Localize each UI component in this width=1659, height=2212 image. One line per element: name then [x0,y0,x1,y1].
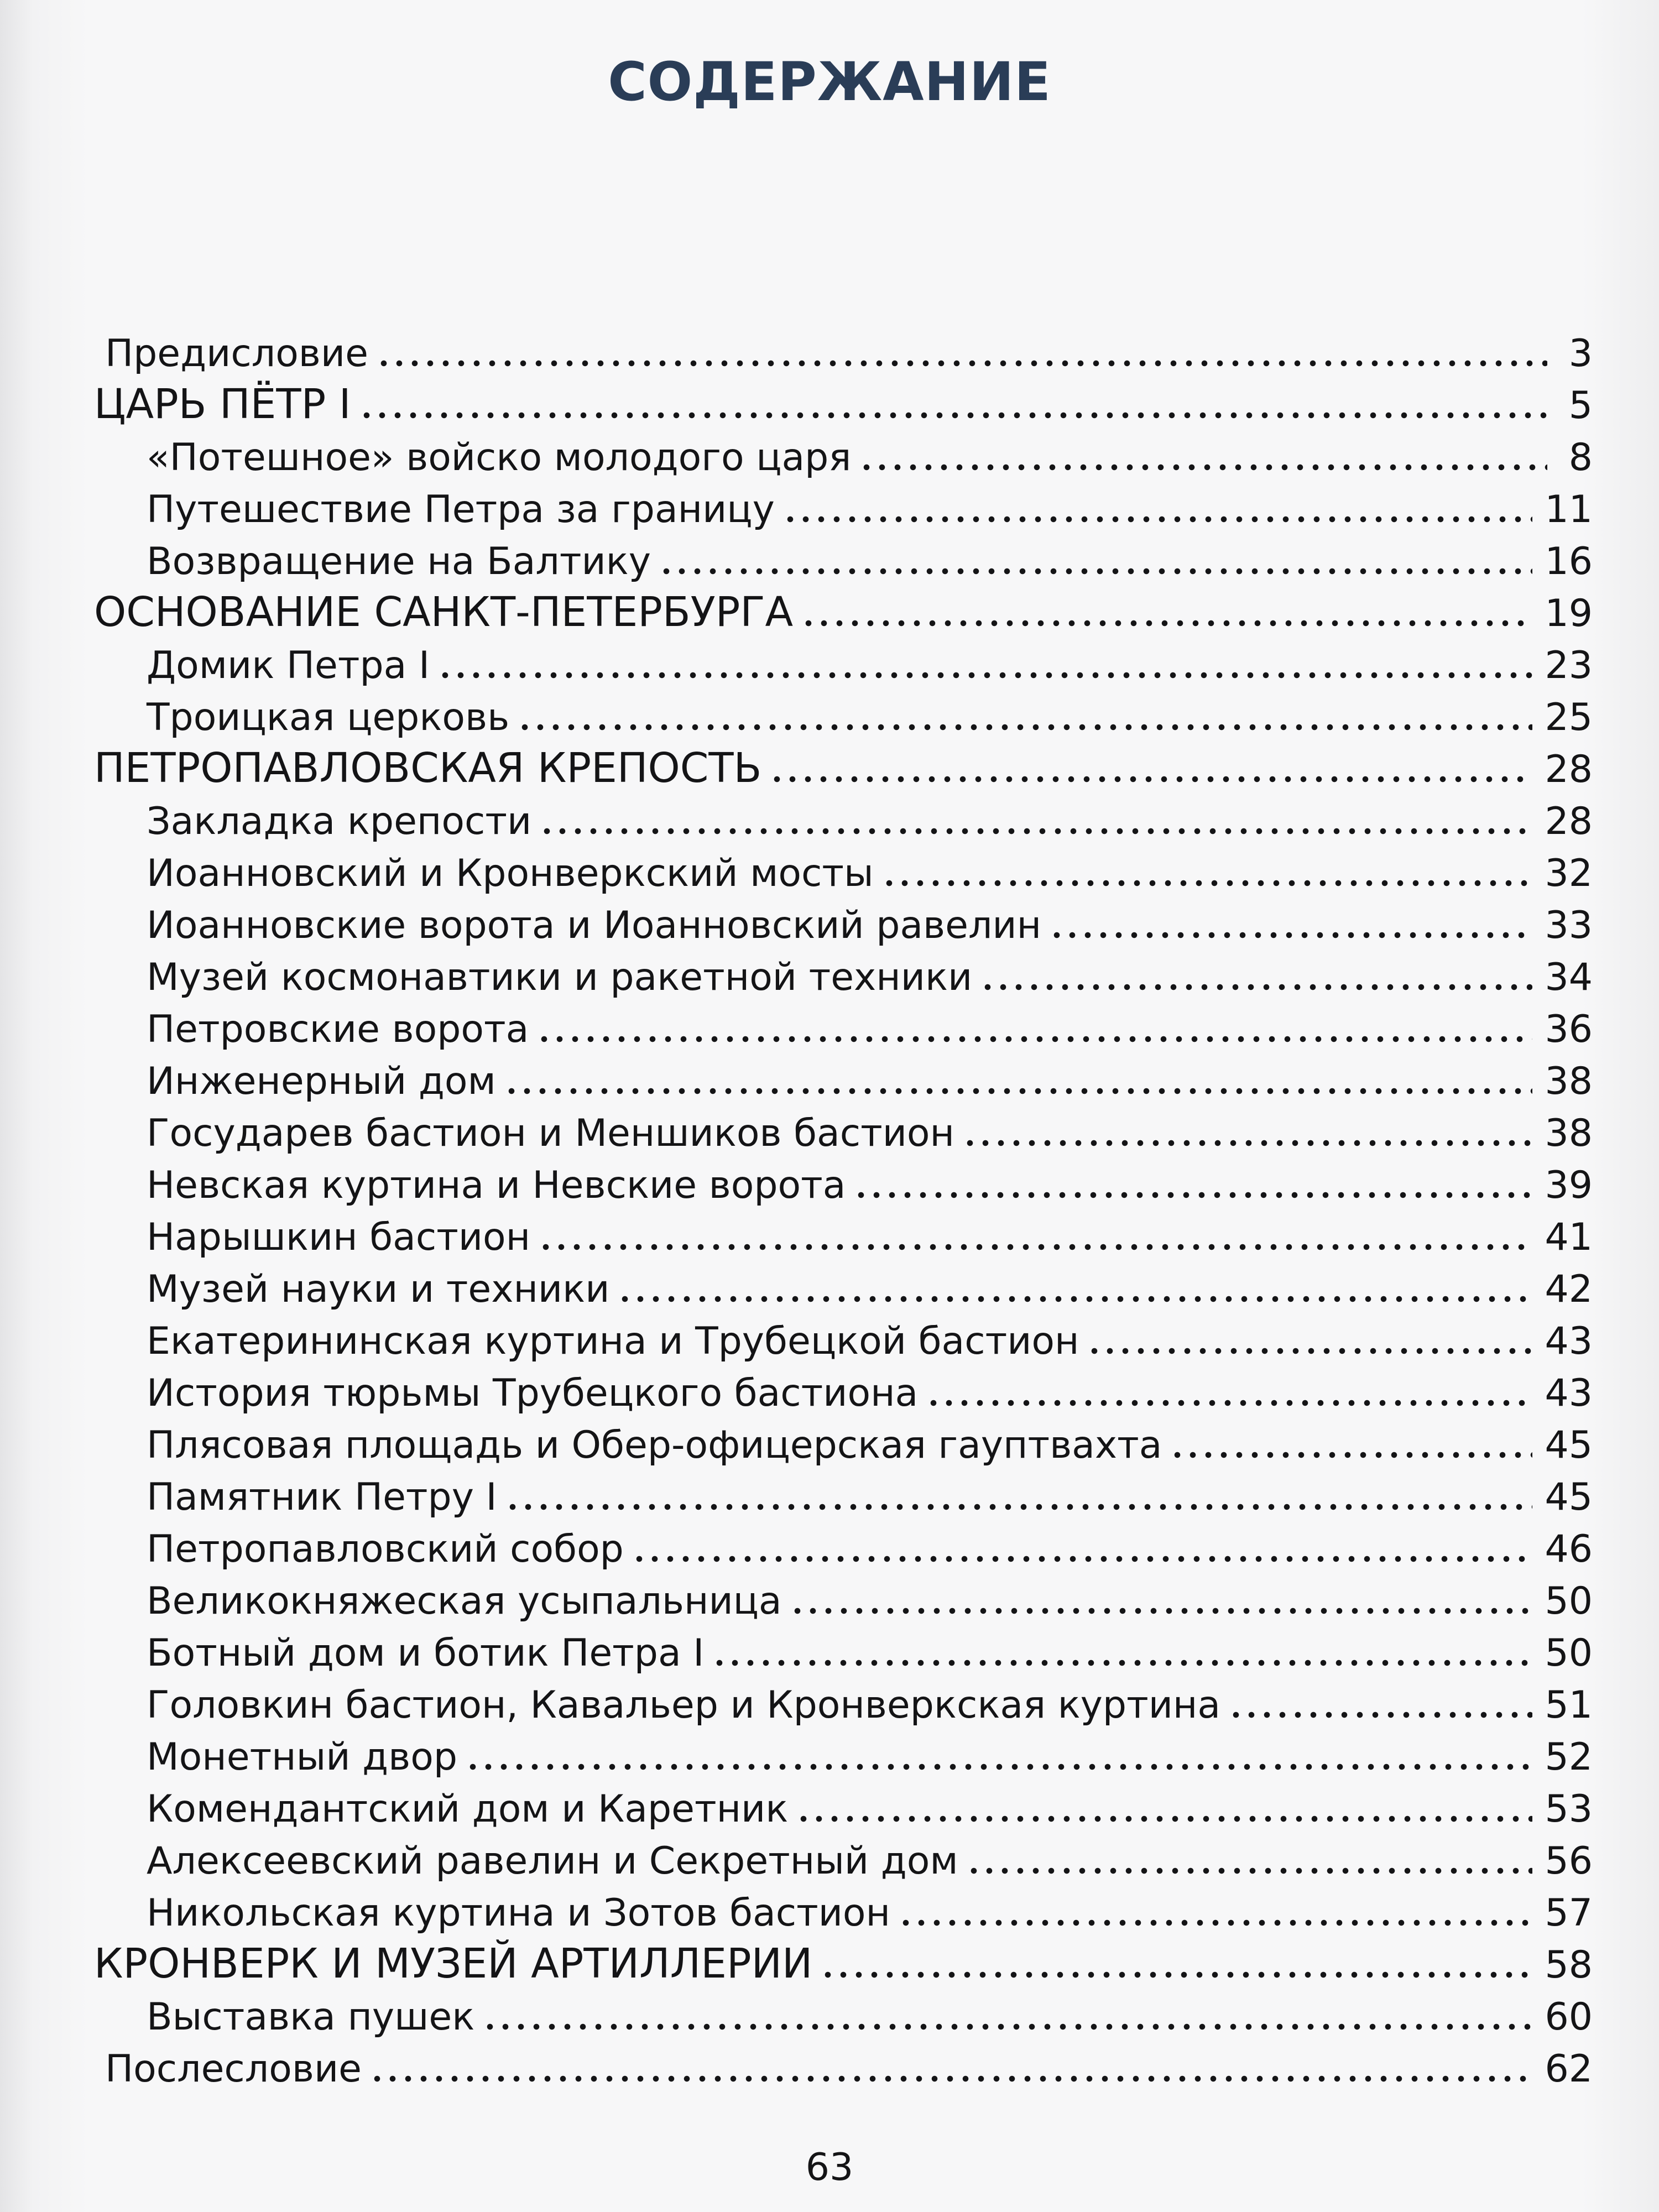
dot-leader [1087,1347,1532,1355]
toc-entry-page: 28 [1545,748,1593,791]
toc-entry [147,1360,1593,1415]
dot-leader [926,1399,1532,1407]
toc-entry-page: 3 [1568,332,1593,375]
toc-entry [105,2036,1593,2091]
toc-entry-title: Комендантский дом и Каретник [147,1787,789,1831]
toc-entry-title: Музей космонавтики и ракетной техники [147,956,973,999]
toc-entry [147,789,1593,841]
toc-entry-title: ПЕТРОПАВЛОВСКАЯ КРЕПОСТЬ [94,744,762,792]
toc-entry [147,1568,1593,1623]
toc-entry-page: 53 [1545,1787,1593,1831]
toc-entry [147,633,1593,685]
dot-leader [465,1763,1532,1771]
toc-entry-page: 56 [1545,1839,1593,1883]
dot-leader [517,723,1532,731]
dot-leader [769,775,1532,783]
dot-leader [1228,1711,1532,1719]
dot-leader [962,1139,1532,1147]
dot-leader [437,671,1532,679]
toc-entry-page: 52 [1545,1735,1593,1779]
toc-entry-title: Петропавловский собор [147,1527,624,1571]
toc-entry-title: Головкин бастион, Кавальер и Кронверкская куртина [147,1683,1221,1727]
toc-entry-page: 46 [1545,1527,1593,1571]
toc-entry-title: Нарышкин бастион [147,1215,531,1259]
toc-entry [147,893,1593,945]
toc-entry-page: 19 [1545,592,1593,635]
toc-entry-page: 32 [1545,852,1593,895]
toc-entry-title: Невская куртина и Невские ворота [147,1164,846,1207]
toc-entry-page: 45 [1545,1475,1593,1519]
toc-entry-page: 36 [1545,1008,1593,1051]
toc-entry [147,1984,1593,2039]
toc-entry [147,997,1593,1051]
dot-leader [859,463,1547,471]
toc-entry-title: Ботный дом и ботик Петра I [147,1631,705,1675]
toc-entry-title: История тюрьмы Трубецкого бастиона [147,1371,919,1415]
dot-leader [881,879,1533,887]
dot-leader [796,1815,1532,1823]
toc-entry-title: ОСНОВАНИЕ САНКТ-ПЕТЕРБУРГА [94,588,794,636]
toc-entry-page: 16 [1545,540,1593,583]
toc-entry [147,1828,1593,1883]
toc-entry [147,477,1593,529]
toc-entry-page: 28 [1545,800,1593,843]
toc-entry [147,1620,1593,1675]
page-title: СОДЕРЖАНИЕ [608,51,1051,113]
dot-leader [632,1555,1533,1563]
toc-entry-page: 42 [1545,1267,1593,1311]
toc-entry-title: Домик Петра I [147,644,430,687]
toc-entry-page: 8 [1568,436,1593,479]
toc-entry-page: 38 [1545,1060,1593,1103]
toc-entry [147,425,1593,477]
dot-leader [820,1971,1532,1979]
toc-entry-title: Инженерный дом [147,1060,496,1103]
toc-entry-title: Петровские ворота [147,1008,529,1051]
toc-entry-page: 33 [1545,904,1593,947]
toc-entry-title: Великокняжеская усыпальница [147,1579,782,1623]
toc-entry-page: 62 [1545,2047,1593,2091]
toc-entry [147,1724,1593,1779]
toc-entry-title: Возвращение на Балтику [147,540,651,583]
toc-entry-title: Троицкая церковь [147,696,510,739]
dot-leader [712,1659,1532,1667]
toc-entry-title: Плясовая площадь и Обер-офицерская гауптвахта [147,1423,1162,1467]
toc-entry-page: 43 [1545,1371,1593,1415]
toc-entry-page: 34 [1545,956,1593,999]
dot-leader [801,619,1532,627]
toc-entry-page: 41 [1545,1215,1593,1259]
toc-entry-page: 23 [1545,644,1593,687]
toc-entry [94,1932,1593,1987]
toc-entry [147,1464,1593,1519]
toc-entry-title: Послесловие [105,2047,362,2091]
toc-entry-title: Екатерининская куртина и Трубецкой бастион [147,1319,1079,1363]
toc-entry-title: Путешествие Петра за границу [147,488,775,531]
toc-entry-page: 50 [1545,1579,1593,1623]
toc-entry [94,373,1593,428]
dot-leader [790,1607,1533,1615]
toc-entry [94,581,1593,636]
toc-entry-page: 25 [1545,696,1593,739]
toc-entry-page: 11 [1545,488,1593,531]
toc-entry [147,1672,1593,1727]
dot-leader [617,1295,1532,1303]
toc-entry-title: ЦАРЬ ПЁТР I [94,380,351,428]
dot-leader [359,411,1547,419]
dot-leader [539,827,1532,835]
dot-leader [369,2075,1532,2083]
dot-leader [1170,1451,1532,1459]
toc-entry-page: 60 [1545,1995,1593,2039]
toc-entry-title: Выставка пушек [147,1995,475,2039]
dot-leader [376,359,1547,367]
dot-leader [782,515,1533,523]
toc-entry-page: 38 [1545,1112,1593,1155]
toc-entry-page: 57 [1545,1891,1593,1935]
toc-entry [147,1880,1593,1935]
toc-entry [147,1256,1593,1311]
dot-leader [980,983,1532,991]
toc-entry [147,1308,1593,1363]
toc-entry [147,945,1593,997]
dot-leader [505,1503,1533,1511]
dot-leader [1049,931,1532,939]
toc-entry-page: 5 [1568,384,1593,427]
toc-entry [147,1048,1593,1103]
toc-entry-title: «Потешное» войско молодого царя [147,436,852,479]
dot-leader [538,1243,1532,1251]
toc-entry [147,1516,1593,1571]
toc-entry-title: Государев бастион и Меншиков бастион [147,1112,954,1155]
dot-leader [853,1191,1532,1199]
dot-leader [659,567,1533,575]
toc-entry [147,1152,1593,1207]
toc-entry-page: 43 [1545,1319,1593,1363]
dot-leader [966,1867,1533,1875]
toc-entry-title: Никольская куртина и Зотов бастион [147,1891,890,1935]
toc-entry-title: Музей науки и техники [147,1267,610,1311]
toc-entry [147,1776,1593,1831]
page-number: 63 [805,2146,854,2189]
dot-leader [536,1035,1532,1043]
toc-entry-page: 50 [1545,1631,1593,1675]
toc-entry [147,685,1593,737]
toc-entry-title: Памятник Петру I [147,1475,497,1519]
toc-entry-title: Предисловие [105,332,368,375]
toc-entry-page: 51 [1545,1683,1593,1727]
toc-entry [105,321,1593,373]
toc-entry [147,1100,1593,1155]
toc-entry-title: Иоанновский и Кронверкский мосты [147,852,874,895]
toc-entry-title: Иоанновские ворота и Иоанновский равелин [147,904,1042,947]
toc-entry-title: Монетный двор [147,1735,457,1779]
toc-entry [147,1412,1593,1467]
dot-leader [504,1087,1533,1095]
toc-entry-page: 45 [1545,1423,1593,1467]
toc-entry [147,529,1593,581]
toc-entry [147,841,1593,893]
toc-entry-page: 39 [1545,1164,1593,1207]
toc-entry-title: Закладка крепости [147,800,532,843]
toc-entry-title: КРОНВЕРК И МУЗЕЙ АРТИЛЛЕРИИ [94,1940,813,1987]
dot-leader [482,2023,1532,2031]
toc-entry [147,1204,1593,1259]
toc-entry-page: 58 [1545,1943,1593,1987]
dot-leader [898,1919,1532,1927]
toc-entry [94,737,1593,792]
toc-entry-title: Алексеевский равелин и Секретный дом [147,1839,958,1883]
